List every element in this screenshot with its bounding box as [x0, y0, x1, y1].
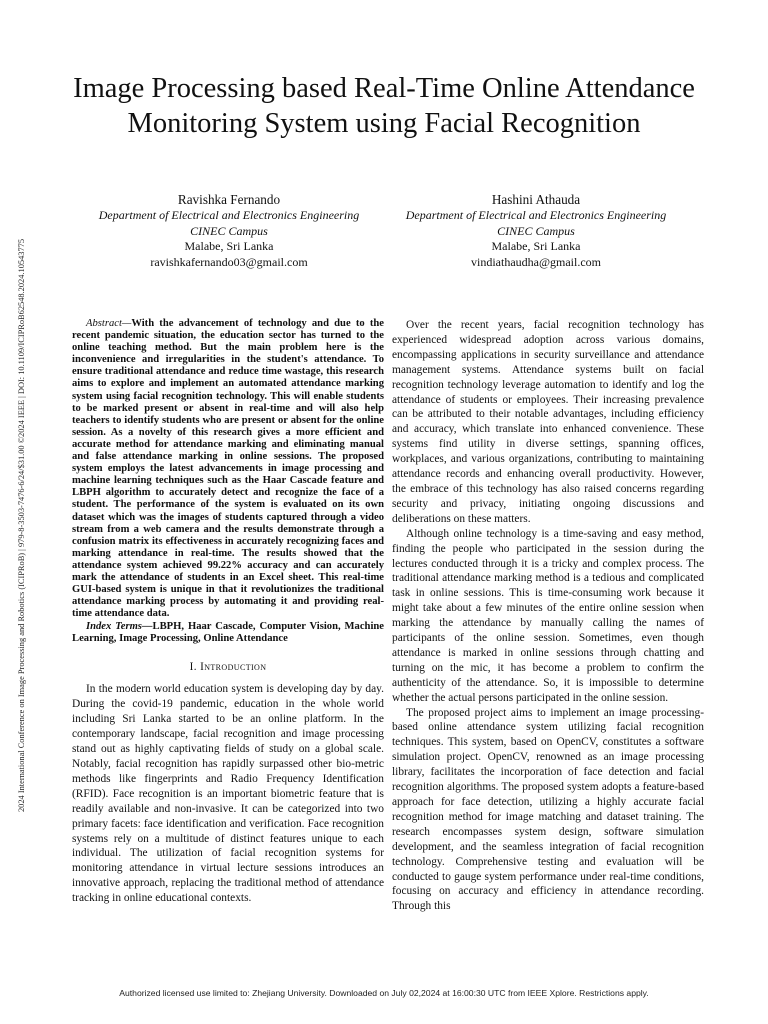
body-paragraph: In the modern world education system is developing day by day. During the covid-19 pandemic, education in the whole world including Sri Lanka started to be an online platform. In the contemporary landscape, facial recognition and image processing stand out as highly captivating fields of study on a global scale. Notably, facial recognition has rapidly surpassed other bio-metric methods like fingerprints and Radio Frequency Identification (RFID). Face recognition is an important biometric feature that is readily available and non-invasive. It can be categorized into two primary facets: face identification and verification. Face recognition systems rely on a multitude of distinct features unique to each individual. The utilization of facial recognition systems for monitoring attendance in virtual lecture sessions introduces an innovative approach, replacing the traditional method of attendance tracking in online educational contexts.: [72, 683, 384, 905]
author-email: vindiathaudha@gmail.com: [470, 254, 602, 269]
abstract-text: With the advancement of technology and due to the recent pandemic situation, the education sector has turned to the online teaching method. But the main problem here is the inconvenience and irregularities in the student's attendance. To ensure traditional attendance and reduce time wastage, this research aims to explore and implement an automated attendance marking system using facial recognition technology. This will enable students to be marked present or absent in real-time and will also help teachers to identify students who are present or absent for the online session. As a novelty of this research gives a more efficient and accurate method for attendance marking and eliminating manual and false attendance marking in online sessions. The proposed system employs the latest advancements in image processing and machine learning techniques such as the Haar Cascade feature and LBPH algorithm to accurately detect and recognize the face of a student. The performance of the system is evaluated on its own dataset which was the images of students captured through a video stream from a web camera and the results demonstrate through a confusion matrix its effectiveness in accurately recognizing faces and marking attendance in real-time. The results showed that the attendance system achieved 99.22% accuracy and can accurately mark the attendance of students in an Excel sheet. This real-time GUI-based system is unique in that it revolutionizes the traditional attendance marking process by automating it and providing real-time attendance data.: [72, 318, 384, 620]
left-column: [72, 318, 384, 906]
section-heading: I. Introduction: [189, 660, 267, 673]
author-block: [64, 191, 394, 270]
author-name: Hashini Athauda: [491, 192, 581, 207]
author-city: Malabe, Sri Lanka: [184, 239, 274, 253]
author-block: [371, 191, 701, 270]
body-paragraph: The proposed project aims to implement an image processing-based online attendance system utilizing facial recognition techniques. This system, based on OpenCV, constitutes a software simulation project. OpenCV, renowned as an image processing library, facilitates the incorporation of face detection and facial recognition algorithms. The proposed system adopts a feature-based approach for face detection, utilizing a highly accurate facial recognition method for image matching and dataset training. The research encompasses system design, software simulation development, and the seamless integration of facial recognition technology. Comprehensive testing and evaluation will be conducted to gauge system performance under real-time conditions, focusing on accuracy and efficiency in attendance recording. Through this: [392, 706, 704, 913]
author-city: Malabe, Sri Lanka: [491, 239, 581, 253]
side-strip: [6, 180, 38, 870]
paper-title: Image Processing based Real-Time Online Attendance Monitoring System using Facial Recognition: [73, 73, 695, 139]
index-terms-text: LBPH, Haar Cascade, Computer Vision, Machine Learning, Image Processing, Online Attendance: [72, 621, 384, 645]
author-campus: CINEC Campus: [190, 223, 268, 238]
author-department: Department of Electrical and Electronics Engineering: [405, 208, 667, 222]
index-terms-label: Index Terms—: [86, 621, 153, 633]
download-footer: Authorized licensed use limited to: Zhejiang University. Downloaded on July 02,2024 at 16:00:30 UTC from IEEE Xplore. Restrictions apply.: [119, 988, 649, 998]
body-paragraph: Although online technology is a time-saving and easy method, finding the people who participated in the session during the lectures conducted through it is a tricky and complex process. The traditional attendance marking method is a tedious and complicated task in online sessions. This is time-consuming work because it might take about a few minutes of the entire online session when marking the attendance by manually calling the names of participants of the online session. Sometimes, even though attendance is marked in online sessions through chatting and turning on the mic, it has become a problem to confirm the authenticity of the attendance. So, it is impossible to determine whether the actual persons participated in the online session.: [392, 527, 704, 704]
abstract-label: Abstract—: [86, 318, 132, 329]
right-column: [392, 318, 704, 914]
author-name: Ravishka Fernando: [177, 192, 281, 207]
side-strip-text: 2024 International Conference on Image Processing and Robotics (ICIPRoB) | 979-8-3503-7476-6/24/$31.00 ©2024 IEEE | DOI: 10.1109/ICIPRoB62548.2024.10543775: [17, 238, 27, 812]
index-terms: [72, 621, 384, 645]
author-campus: CINEC Campus: [497, 223, 575, 238]
abstract: [72, 318, 384, 620]
author-email: ravishkafernando03@gmail.com: [150, 254, 308, 269]
author-department: Department of Electrical and Electronics Engineering: [98, 208, 360, 222]
body-paragraph: Over the recent years, facial recognition technology has experienced widespread adoption across various domains, encompassing applications in security surveillance and attendance management systems. Attendance systems built on facial recognition technology leverage automation to identify and log the attendance of students or employees. Their increasing prevalence can be attributed to their notable advantages, including efficiency and accuracy, which translate into enhanced convenience. These systems find utility in diverse settings, spanning offices, workplaces, and various organizations, contributing to maintaining attendance records and enhancing overall productivity. However, the embrace of this technology has also raised concerns regarding security and privacy, initiating ongoing discussions and deliberations on these matters.: [392, 319, 704, 525]
